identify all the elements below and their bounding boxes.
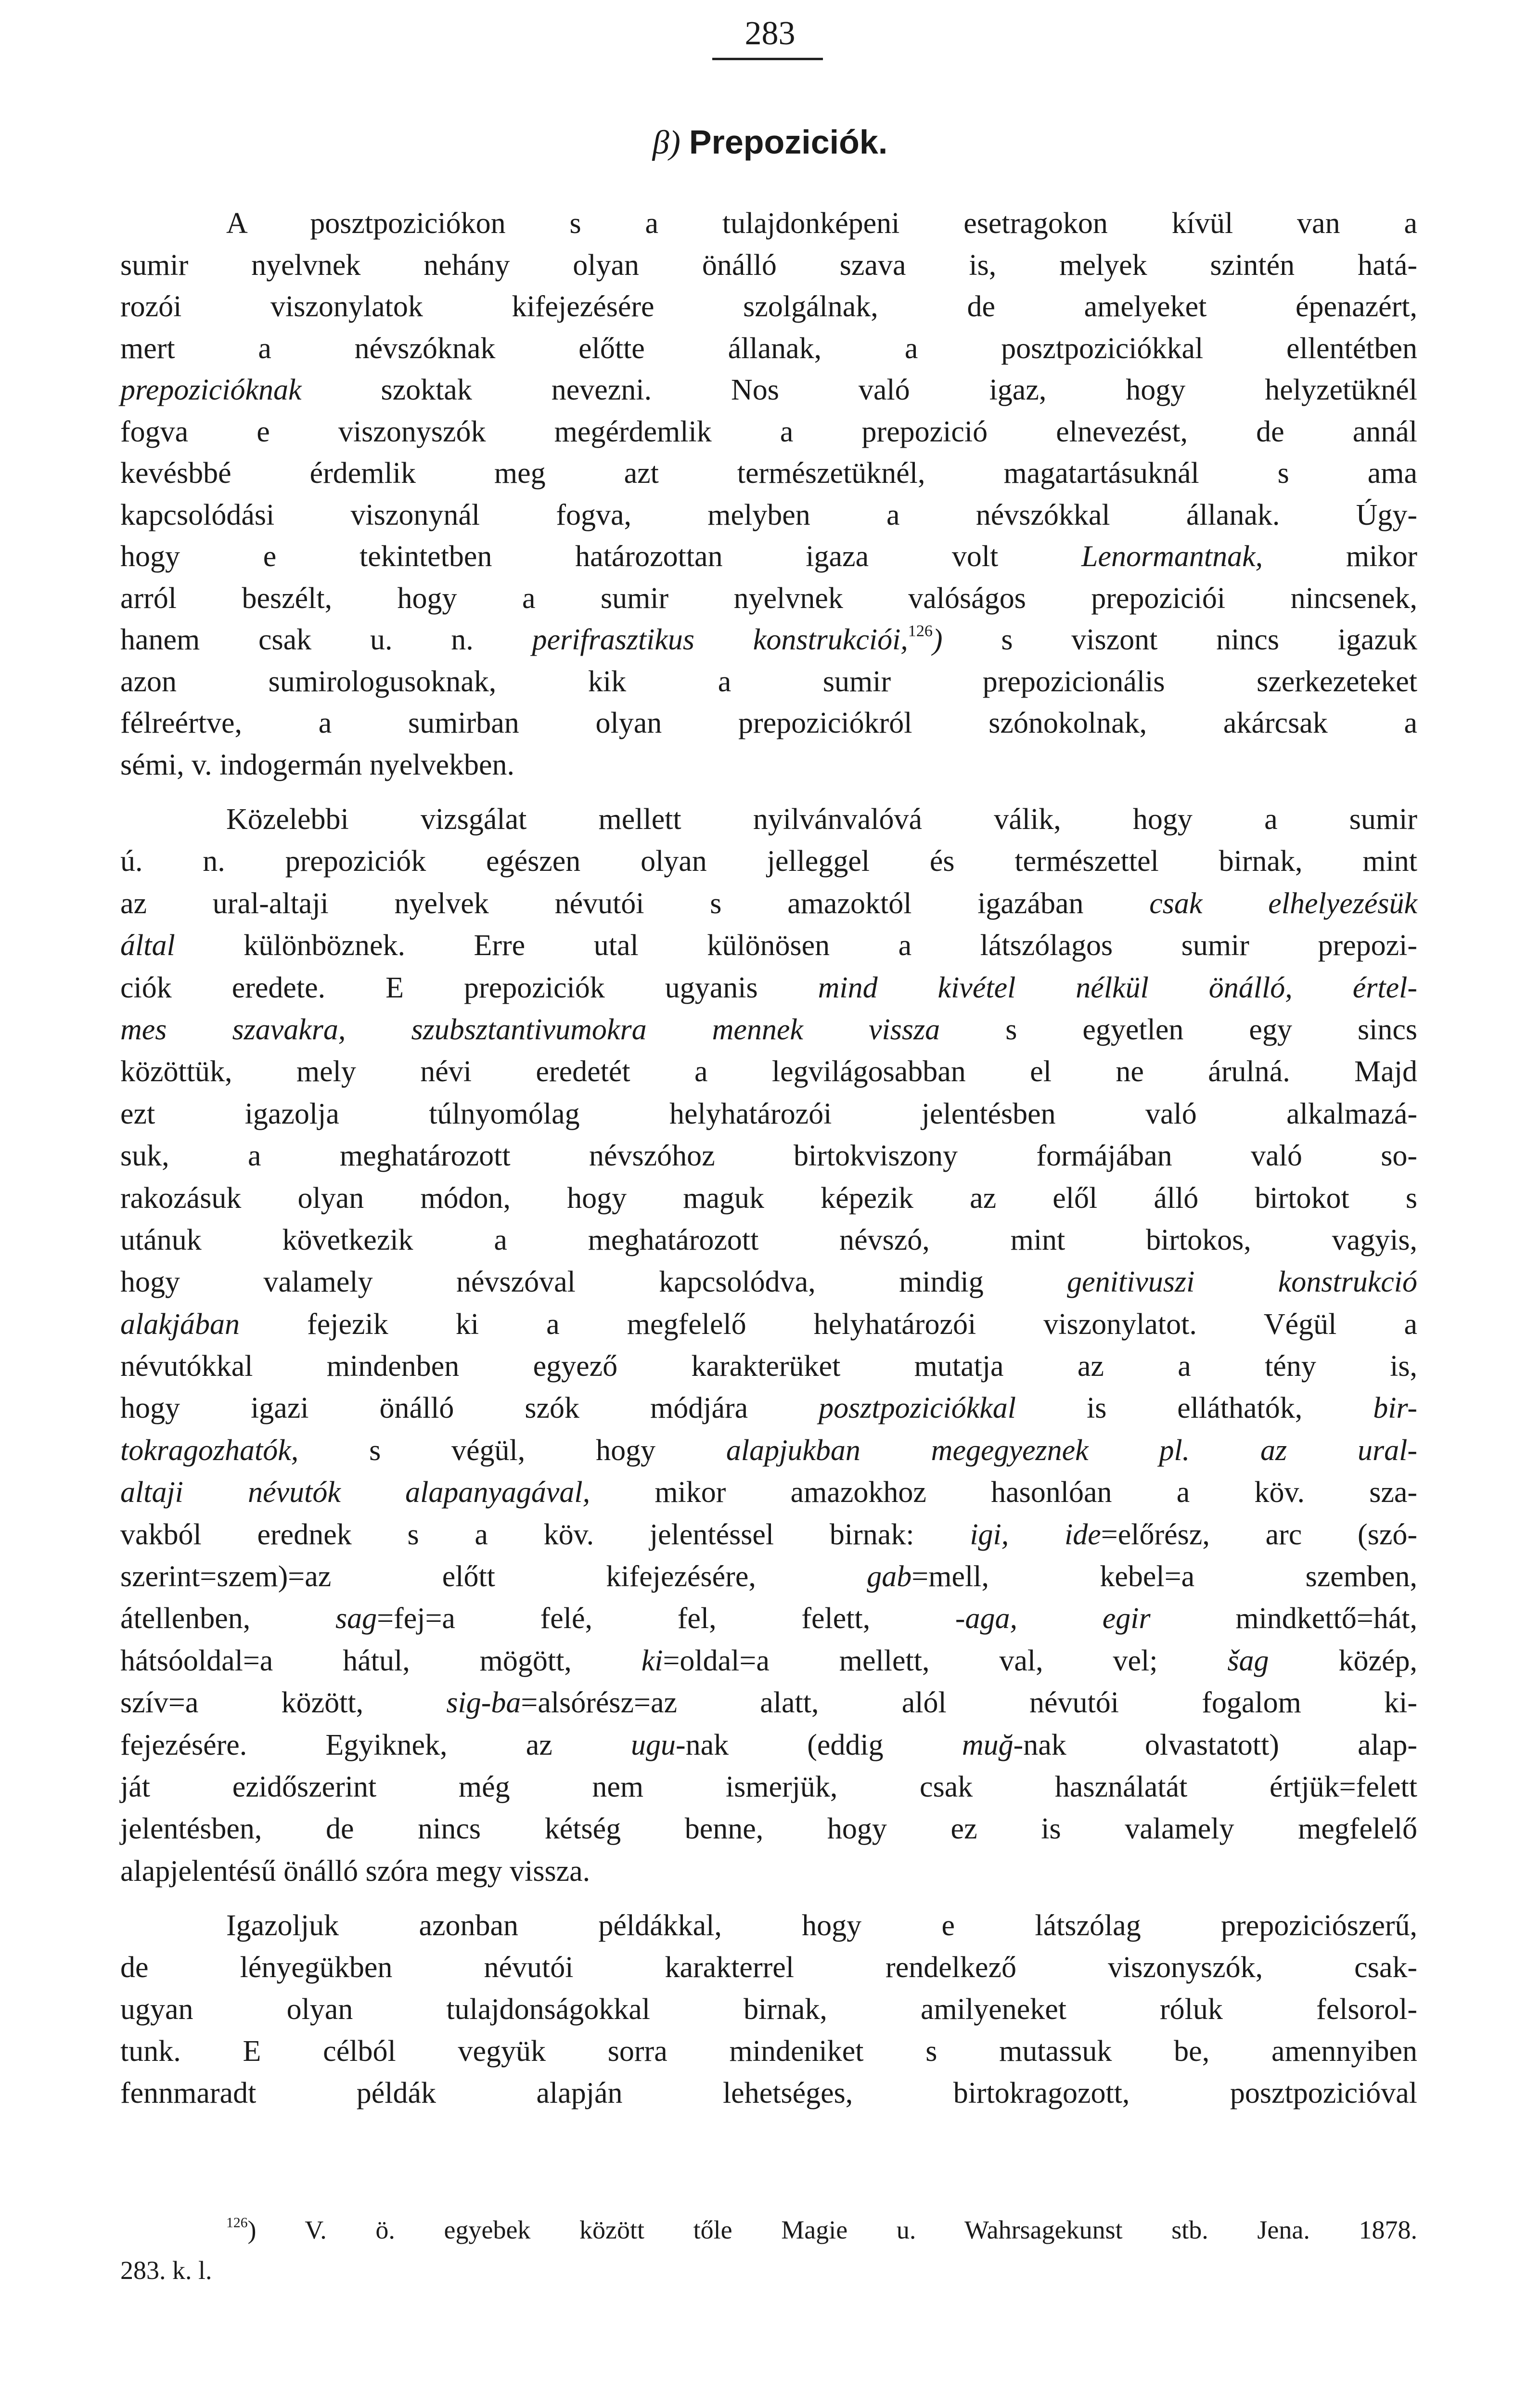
italic-text: muğ	[962, 1728, 1014, 1761]
text-segment: rakozásuk olyan módon, hogy maguk képezik az elől álló birtokot s	[120, 1181, 1417, 1215]
italic-text: Lenormantnak,	[1081, 540, 1263, 573]
text-line	[120, 925, 1417, 967]
text-segment: az ural-altaji nyelvek névutói s amazoktól igazában	[120, 887, 1150, 920]
text-segment: alapjelentésű önálló szóra megy vissza.	[120, 1854, 590, 1888]
text-line	[120, 1009, 1417, 1051]
text-line	[120, 328, 1417, 370]
text-segment: mert a névszóknak előtte állanak, a posztpoziciókkal ellentétben	[120, 332, 1417, 365]
text-line	[120, 1346, 1417, 1387]
text-segment: ezt igazolja túlnyomólag helyhatározói jelentésben való alkalmazá-	[120, 1097, 1417, 1130]
text-line	[120, 369, 1417, 411]
text-segment: s egyetlen egy sincs	[940, 1013, 1417, 1046]
text-segment: fejezésére. Egyiknek, az	[120, 1728, 631, 1761]
footnote-marker: $^{126}$)	[226, 2215, 305, 2244]
text-segment: ját ezidőszerint még nem ismerjük, csak használatát értjük=felett	[120, 1770, 1417, 1803]
text-line	[120, 1905, 1417, 1947]
text-segment: Közelebbi vizsgálat mellett nyilvánvalóvá válik, hogy a sumir	[226, 803, 1417, 836]
text-line	[120, 286, 1417, 328]
text-segment: hanem csak u. n.	[120, 623, 532, 656]
text-line	[120, 1640, 1417, 1682]
text-segment: suk, a meghatározott névszóhoz birtokviszony formájában való so-	[120, 1139, 1417, 1173]
italic-text: mind kivétel nélkül önálló, értel-	[818, 971, 1417, 1004]
text-segment: s viszont nincs igazuk	[942, 623, 1417, 656]
italic-text: šag	[1227, 1644, 1269, 1677]
text-line	[120, 2210, 1417, 2250]
text-line	[120, 661, 1417, 703]
text-line	[120, 702, 1417, 744]
text-line	[120, 841, 1417, 882]
text-line	[120, 245, 1417, 286]
text-segment: s végül, hogy	[298, 1434, 726, 1467]
footnote-number: 126	[226, 2215, 248, 2231]
text-line	[120, 1682, 1417, 1724]
text-line	[120, 536, 1417, 578]
text-segment: különböznek. Erre utal különösen a látszólagos sumir prepozi-	[175, 929, 1417, 962]
italic-text: csak elhelyezésük	[1149, 887, 1418, 920]
section-heading	[0, 120, 1540, 165]
italic-text: ki	[641, 1644, 663, 1677]
text-segment: kevésbbé érdemlik meg azt természetüknél, magatartásuknál s ama	[120, 457, 1417, 490]
italic-text: bir-	[1373, 1392, 1417, 1425]
text-segment: ugyan olyan tulajdonságokkal birnak, amilyeneket róluk felsorol-	[120, 1993, 1417, 2026]
page-number-rule	[712, 58, 823, 60]
text-segment: fennmaradt példák alapján lehetséges, birtokragozott, posztpozicióval	[120, 2077, 1417, 2109]
text-line	[120, 1135, 1417, 1177]
text-line	[120, 453, 1417, 494]
section-title: Prepoziciók.	[689, 123, 888, 161]
text-line	[120, 1093, 1417, 1135]
paragraph	[120, 203, 1417, 786]
section-marker: β)	[652, 124, 680, 161]
paragraph	[120, 1905, 1417, 2114]
italic-text: prepozicióknak	[120, 374, 302, 406]
text-segment: jelentésben, de nincs kétség benne, hogy ez is valamely megfelelő	[120, 1812, 1417, 1846]
italic-text: )	[932, 623, 943, 656]
text-segment: arról beszélt, hogy a sumir nyelvnek valóságos prepoziciói nincsenek,	[120, 582, 1417, 615]
italic-text: alapjukban megegyeznek pl. az ural-	[726, 1434, 1417, 1467]
text-line	[120, 1219, 1417, 1261]
text-segment: ciók eredete. E prepoziciók ugyanis	[120, 971, 818, 1004]
text-segment: vakból erednek s a köv. jelentéssel birnak:	[120, 1518, 970, 1551]
text-segment: -nak olvastatott) alap-	[1013, 1728, 1417, 1761]
text-line	[120, 1514, 1417, 1556]
text-segment: mikor	[1263, 540, 1417, 573]
text-line	[120, 1261, 1417, 1303]
text-segment: =fej=a felé, fel, felett,	[377, 1602, 955, 1635]
text-segment: hogy valamely névszóval kapcsolódva, mindig	[120, 1266, 1067, 1299]
italic-text: perifrasztikus konstrukciói,	[532, 623, 908, 656]
text-line	[120, 2250, 1417, 2291]
text-segment: szív=a között,	[120, 1686, 447, 1720]
text-segment: =mell, kebel=a szemben,	[911, 1560, 1417, 1593]
text-segment: közép,	[1269, 1644, 1417, 1677]
text-segment: szerint=szem)=az előtt kifejezésére,	[120, 1560, 867, 1593]
text-segment: névutókkal mindenben egyező karakterüket mutatja az a tény is,	[120, 1350, 1417, 1383]
text-line	[120, 1851, 1417, 1892]
footnote-reference: 126	[908, 622, 933, 640]
italic-text: gab	[867, 1560, 912, 1593]
italic-text: alakjában	[120, 1307, 240, 1341]
text-line	[120, 411, 1417, 453]
italic-text: posztpoziciókkal	[819, 1392, 1016, 1425]
text-segment: rozói viszonylatok kifejezésére szolgálnak, de amelyeket épenazért,	[120, 290, 1417, 323]
text-segment: fogva e viszonyszók megérdemlik a prepozició elnevezést, de annál	[120, 415, 1417, 448]
text-line	[120, 619, 1417, 661]
text-segment: Igazoljuk azonban példákkal, hogy e látszólag prepoziciószerű,	[226, 1909, 1417, 1942]
text-line	[120, 2031, 1417, 2072]
italic-text: által	[120, 929, 175, 962]
italic-text: tokragozhatók,	[120, 1434, 299, 1467]
text-line	[120, 1766, 1417, 1808]
text-segment: szoktak nevezni. Nos való igaz, hogy helyzetüknél	[301, 374, 1417, 406]
text-line	[120, 203, 1417, 245]
text-line	[120, 1724, 1417, 1766]
text-segment: azon sumirologusoknak, kik a sumir prepozicionális szerkezeteket	[120, 665, 1417, 698]
text-segment: hogy e tekintetben határozottan igaza volt	[120, 540, 1081, 573]
text-segment: mikor amazokhoz hasonlóan a köv. sza-	[590, 1476, 1418, 1509]
italic-text: altaji névutók alapanyagával,	[120, 1476, 590, 1509]
italic-text: igi, ide	[970, 1518, 1101, 1551]
text-segment: =előrész, arc (szó-	[1101, 1518, 1417, 1551]
italic-text: genitivuszi konstrukció	[1067, 1266, 1417, 1299]
text-line	[120, 967, 1417, 1009]
footnote	[120, 2210, 1417, 2291]
text-segment: =oldal=a mellett, val, vel;	[663, 1644, 1228, 1677]
text-line	[120, 1304, 1417, 1346]
italic-text: -aga, egir	[955, 1602, 1151, 1635]
text-segment: 283. k. l.	[120, 2256, 212, 2285]
text-line	[120, 1387, 1417, 1429]
text-segment: -nak (eddig	[675, 1728, 962, 1761]
text-segment: de lényegükben névutói karakterrel rendelkező viszonyszók, csak-	[120, 1951, 1417, 1984]
text-line	[120, 799, 1417, 841]
text-line	[120, 2072, 1417, 2114]
text-segment: sémi, v. indogermán nyelvekben.	[120, 748, 514, 781]
text-line	[120, 1947, 1417, 1989]
text-line	[120, 1556, 1417, 1598]
text-segment: tunk. E célból vegyük sorra mindeniket s mutassuk be, amennyiben	[120, 2035, 1417, 2068]
text-segment: fejezik ki a megfelelő helyhatározói viszonylatot. Végül a	[239, 1307, 1417, 1341]
text-segment: közöttük, mely névi eredetét a legvilágosabban el ne árulná. Majd	[120, 1055, 1417, 1088]
text-line	[120, 1178, 1417, 1219]
text-segment: utánuk következik a meghatározott névszó, mint birtokos, vagyis,	[120, 1223, 1417, 1256]
text-line	[120, 1598, 1417, 1640]
text-line	[120, 1808, 1417, 1850]
text-segment: A posztpoziciókon s a tulajdonképeni esetragokon kívül van a	[226, 207, 1417, 240]
text-segment: mindkettő=hát,	[1150, 1602, 1417, 1635]
italic-text: sig-ba	[446, 1686, 521, 1720]
text-segment: hátsóoldal=a hátul, mögött,	[120, 1644, 642, 1677]
text-segment: V. ö. egyebek között tőle Magie u. Wahrsagekunst stb. Jena. 1878.	[305, 2215, 1417, 2244]
text-line	[120, 1472, 1417, 1514]
italic-text: ugu	[630, 1728, 676, 1761]
text-segment: hogy igazi önálló szók módjára	[120, 1392, 819, 1425]
text-line	[120, 1430, 1417, 1472]
paragraph	[120, 799, 1417, 1892]
page-number: 283	[744, 15, 796, 52]
text-segment: =alsórész=az alatt, alól névutói fogalom ki-	[521, 1686, 1418, 1720]
text-line	[120, 1989, 1417, 2031]
text-line	[120, 744, 1417, 786]
text-segment: átellenben,	[120, 1602, 335, 1635]
italic-text: sag	[335, 1602, 377, 1635]
text-segment: is elláthatók,	[1015, 1392, 1373, 1425]
text-segment: kapcsolódási viszonynál fogva, melyben a névszókkal állanak. Úgy-	[120, 498, 1417, 531]
text-line	[120, 578, 1417, 620]
text-line	[120, 494, 1417, 536]
text-segment: sumir nyelvnek nehány olyan önálló szava is, melyek szintén hatá-	[120, 248, 1417, 282]
text-segment: ú. n. prepoziciók egészen olyan jelleggel és természettel birnak, mint	[120, 845, 1417, 878]
text-line	[120, 1051, 1417, 1093]
text-line	[120, 883, 1417, 925]
italic-text: mes szavakra, szubsztantivumokra mennek vissza	[120, 1013, 940, 1046]
text-segment: félreértve, a sumirban olyan prepoziciókról szónokolnak, akárcsak a	[120, 707, 1417, 739]
